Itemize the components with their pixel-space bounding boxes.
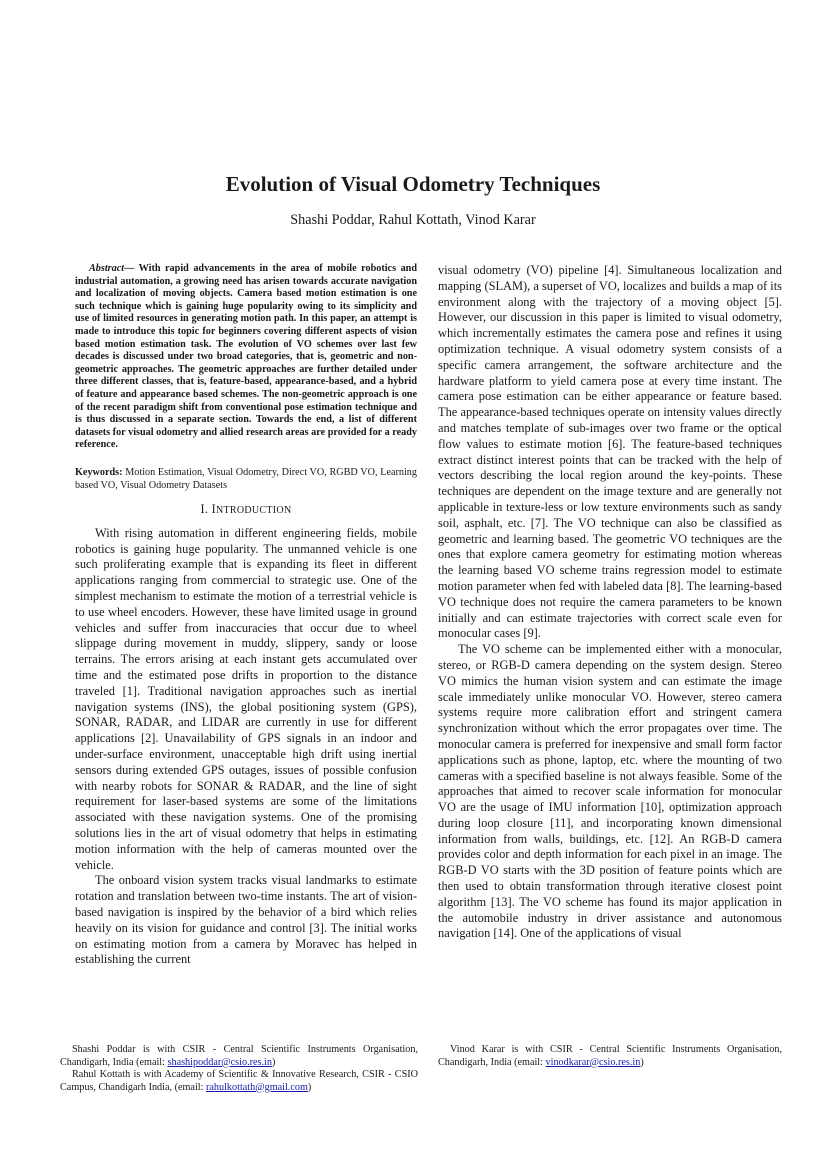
footnotes-left — [60, 1044, 418, 1094]
email-link[interactable]: vinodkarar@csio.res.in — [545, 1056, 641, 1068]
footnote: Shashi Poddar is with CSIR - Central Scientific Instruments Organisation, Chandigarh, India (email: shashipoddar@csio.res.in) — [60, 1044, 418, 1068]
keywords — [75, 467, 417, 492]
left-column — [75, 263, 417, 968]
right-column — [438, 263, 782, 942]
paragraph: visual odometry (VO) pipeline [4]. Simultaneous localization and mapping (SLAM), a superset of VO, localizes and builds a map of its environment along with the trajectory of a moving object [5]. However, our discussion in this paper is limited to visual odometry, which incrementally estimates the camera pose and refines it using optimization technique. A visual odometry system consists of a specific camera arrangement, the software architecture and the hardware platform to yield camera pose at every time instant. The camera pose estimation can be either appearance or feature based. The appearance-based techniques operate on intensity values directly and matches template of sub-images over two frame or the optical flow values to estimate motion [6]. The feature-based techniques extract distinct interest points that can be tracked with the help of vectors describing the local region around the key-points. These techniques are dependent on the image texture and are generally not applicable in texture-less or low texture environments such as sandy soil, asphalt, etc. [7]. The VO technique can also be classified as geometric and learning based. The geometric VO techniques are the ones that explore camera geometry for estimating motion whereas the learning based VO scheme trains regression model to estimate motion parameter when fed with labeled data [8]. The learning-based VO technique does not require the camera parameters to be known initially and can estimate trajectories with correct scale even for monocular cases [9]. — [438, 263, 782, 641]
abstract — [75, 263, 417, 452]
author-list: Shashi Poddar, Rahul Kottath, Vinod Karar — [290, 212, 536, 228]
footnote: Vinod Karar is with CSIR - Central Scientific Instruments Organisation, Chandigarh, India (email: vinodkarar@csio.res.in) — [438, 1044, 782, 1068]
paper-title: Evolution of Visual Odometry Techniques — [225, 172, 601, 196]
paragraph: The onboard vision system tracks visual landmarks to estimate rotation and translation between two-time instants. The art of vision-based navigation is inspired by the behavior of a bird which relies heavily on its vision for guidance and control [3]. The initial works on estimating motion from a camera by Moravec has helped in establishing the current — [75, 873, 417, 967]
abstract-label: Abstract — [89, 263, 125, 274]
abstract-text: — With rapid advancements in the area of mobile robotics and industrial automation, a growing need has arisen towards accurate navigation and localization of moving objects. Camera based motion estimation is one such technique which is gaining huge popularity owing to its simplicity and use of limited resources in generating motion path. In this paper, an attempt is made to introduce this topic for beginners covering different aspects of vision based motion estimation task. The evolution of VO schemes over last few decades is discussed under two broad categories, that is, geometric and non-geometric approaches. The geometric approaches are further detailed under three different classes, that is, feature-based, appearance-based, and a hybrid of feature and appearance based schemes. The non-geometric approach is one of the recent paradigm shift from conventional pose estimation technique and is thus discussed in a separate section. Towards the end, a list of different datasets for visual odometry and allied research areas are provided for a ready reference. — [75, 263, 417, 451]
paragraph: With rising automation in different engineering fields, mobile robotics is gaining huge popularity. The unmanned vehicle is one such proliferating example that is expanding its fleet in different applications ranging from commercial to strategic use. One of the simplest mechanism to estimate the motion of a terrestrial vehicle is to use wheel encoders. However, these have limited usage in ground vehicles and suffer from inaccuracies that occur due to wheel slippage during movement in muddy, slippery, sandy or loose terrains. The errors arising at each instant gets accumulated over time and the estimated pose drifts in proportion to the distance traveled [1]. Traditional navigation approaches such as inertial navigation systems (INS), the global positioning system (GPS), SONAR, RADAR, and LIDAR are currently in use for different applications [2]. Unavailability of GPS signals in an indoor and under-surface environment, unacceptable high drift using inertial sensors during extended GPS outages, issues of possible confusion with nearby robots for SONAR & RADAR, and the line of sight requirement for laser-based systems are some of the limitations associated with these navigation systems. One of the promising solutions lies in the art of visual odometry that helps in estimating motion information with the help of cameras mounted over the vehicle. — [75, 525, 417, 872]
email-link[interactable]: shashipoddar@csio.res.in — [167, 1056, 272, 1068]
email-link[interactable]: rahulkottath@gmail.com — [206, 1081, 308, 1093]
keywords-label: Keywords: — [75, 466, 123, 478]
footnote: Rahul Kottath is with Academy of Scientific & Innovative Research, CSIR - CSIO Campus, Chandigarh India, (email: rahulkottath@gmail.com) — [60, 1069, 418, 1093]
keywords-text: Motion Estimation, Visual Odometry, Direct VO, RGBD VO, Learning based VO, Visual Odometry Datasets — [75, 466, 417, 491]
footnotes-right — [438, 1044, 782, 1069]
section-heading-introduction: I. INTRODUCTION — [200, 502, 292, 517]
paragraph: The VO scheme can be implemented either with a monocular, stereo, or RGB-D camera depending on the system design. Stereo VO mimics the human vision system and can estimate the image scale immediately unlike monocular VO. However, stereo camera systems require more calibration effort and stringent camera synchronization without which the error propagates over time. The monocular camera is preferred for inexpensive and small form factor applications such as phone, laptop, etc. where the mounting of two cameras with a specified baseline is not always feasible. Some of the approaches that aimed to recover scale information for monocular VO are the usage of IMU information [10], optimization approach during loop closure [11], and incorporating known dimensional information from walls, buildings, etc. [12]. An RGB-D camera provides color and depth information for each pixel in an image. The RGB-D VO starts with the 3D position of feature points which are then used to obtain transformation through iterative closest point algorithm [13]. The VO scheme has found its major application in the automobile industry in driver assistance and autonomous navigation [14]. One of the applications of visual — [438, 642, 782, 941]
